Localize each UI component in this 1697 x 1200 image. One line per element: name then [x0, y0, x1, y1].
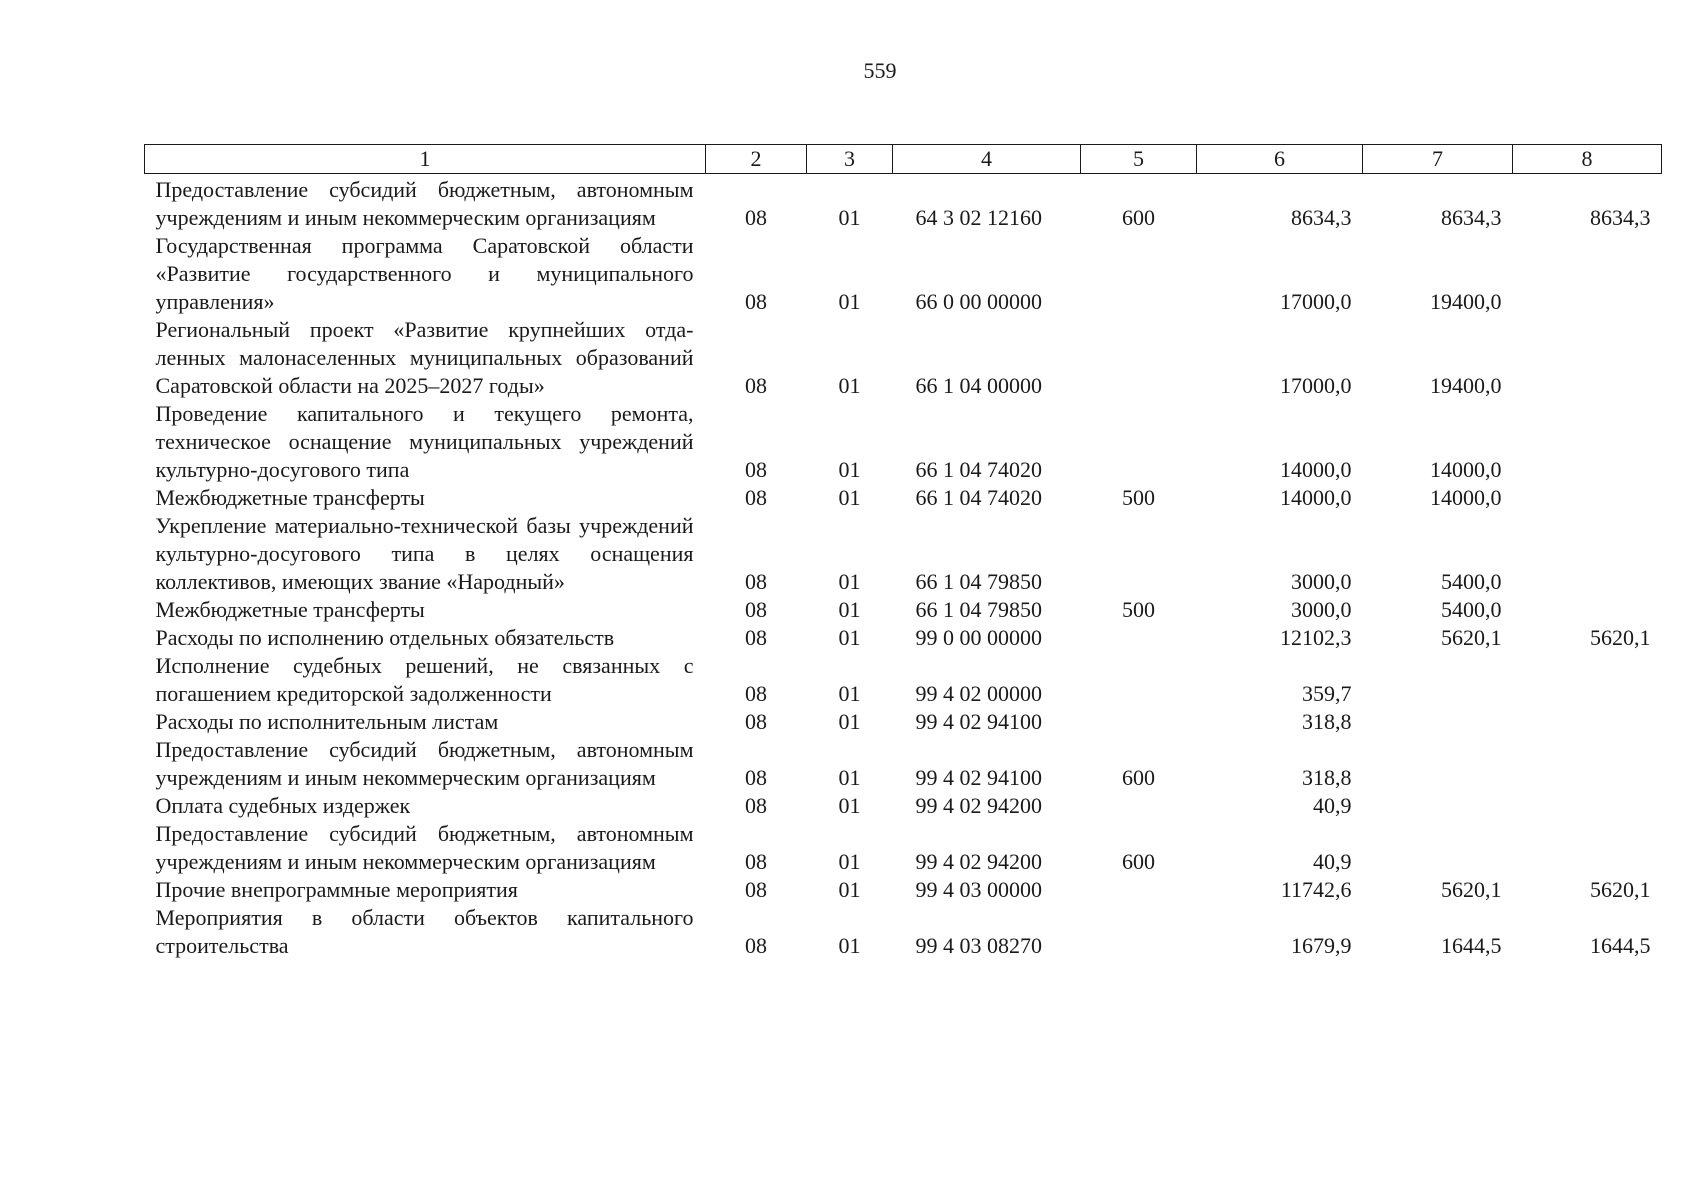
- row-value-8: [1513, 316, 1662, 400]
- header-col-5: 5: [1081, 145, 1197, 174]
- header-col-2: 2: [706, 145, 807, 174]
- row-name: Государственная программа Саратовской области «Развитие государственного и муниципального управления»: [155, 233, 694, 314]
- row-target-article: 66 1 04 74020: [915, 485, 1042, 510]
- page-number: 559: [863, 58, 897, 83]
- table-row: [145, 400, 1662, 484]
- row-target-article: 66 1 04 00000: [915, 373, 1042, 398]
- row-section: 08: [745, 205, 767, 230]
- row-subsection: 01: [838, 597, 861, 622]
- table-header: [145, 145, 1662, 174]
- row-name: Исполнение судебных решений, не связанных с погашением кредиторской задолженности: [155, 653, 694, 706]
- table-row: [145, 708, 1662, 736]
- row-value-7: [1363, 820, 1513, 876]
- row-expense-type: [1081, 624, 1197, 652]
- row-expense-type: [1081, 512, 1197, 596]
- row-target-article: 64 3 02 12160: [915, 205, 1042, 230]
- row-value-6: 3000,0: [1291, 569, 1352, 594]
- row-subsection: 01: [838, 373, 861, 398]
- row-value-8: [1513, 652, 1662, 708]
- row-name: Региональный проект «Развитие крупнейших отдаленных малонаселенных муниципальных образований Саратовской области на 2025–2027 годы»: [155, 317, 694, 398]
- row-value-7: 5400,0: [1441, 569, 1502, 594]
- table-row: [145, 792, 1662, 820]
- row-value-8: 5620,1: [1590, 625, 1651, 650]
- row-section: 08: [745, 457, 767, 482]
- row-section: 08: [745, 681, 767, 706]
- row-subsection: 01: [838, 289, 861, 314]
- budget-table: [144, 144, 1662, 960]
- row-expense-type: 500: [1122, 597, 1155, 622]
- row-value-6: 318,8: [1302, 709, 1352, 734]
- row-value-6: 14000,0: [1280, 457, 1352, 482]
- row-expense-type: [1081, 232, 1197, 316]
- row-target-article: 99 4 02 94100: [915, 765, 1042, 790]
- table-row: [145, 904, 1662, 960]
- row-value-8: [1513, 820, 1662, 876]
- table-row: [145, 624, 1662, 652]
- row-value-8: 5620,1: [1590, 877, 1651, 902]
- row-value-6: 40,9: [1313, 793, 1352, 818]
- row-value-6: 359,7: [1302, 681, 1352, 706]
- row-section: 08: [745, 849, 767, 874]
- table-body: [145, 174, 1662, 961]
- row-subsection: 01: [838, 569, 861, 594]
- row-subsection: 01: [838, 793, 861, 818]
- row-section: 08: [745, 793, 767, 818]
- row-value-7: 19400,0: [1430, 289, 1502, 314]
- row-value-8: [1513, 736, 1662, 792]
- row-value-6: 318,8: [1302, 765, 1352, 790]
- row-section: 08: [745, 765, 767, 790]
- row-target-article: 66 0 00 00000: [915, 289, 1042, 314]
- row-value-6: 17000,0: [1280, 373, 1352, 398]
- row-value-6: 8634,3: [1291, 205, 1352, 230]
- row-section: 08: [745, 625, 767, 650]
- row-subsection: 01: [838, 205, 861, 230]
- row-value-8: [1513, 484, 1662, 512]
- row-section: 08: [745, 877, 767, 902]
- row-target-article: 66 1 04 74020: [915, 457, 1042, 482]
- row-value-7: 5400,0: [1441, 597, 1502, 622]
- row-expense-type: 600: [1122, 205, 1155, 230]
- row-expense-type: [1081, 316, 1197, 400]
- row-name: Межбюджетные трансферты: [155, 485, 425, 510]
- header-row: [145, 145, 1662, 174]
- row-value-7: [1363, 736, 1513, 792]
- row-subsection: 01: [838, 877, 861, 902]
- row-value-7: [1363, 792, 1513, 820]
- row-value-8: [1513, 596, 1662, 624]
- row-value-6: 12102,3: [1280, 625, 1352, 650]
- table-row: [145, 652, 1662, 708]
- row-section: 08: [745, 569, 767, 594]
- table-row: [145, 876, 1662, 904]
- row-value-7: [1363, 652, 1513, 708]
- row-expense-type: [1081, 652, 1197, 708]
- row-value-8: 8634,3: [1590, 205, 1651, 230]
- row-value-7: 19400,0: [1430, 373, 1502, 398]
- row-expense-type: [1081, 400, 1197, 484]
- row-value-8: [1513, 792, 1662, 820]
- row-target-article: 99 4 02 94200: [915, 793, 1042, 818]
- row-subsection: 01: [838, 933, 861, 958]
- row-name: Оплата судебных издержек: [155, 793, 411, 818]
- row-name: Мероприятия в области объектов капитального строительства: [155, 905, 694, 958]
- table-row: [145, 596, 1662, 624]
- row-value-6: 1679,9: [1291, 933, 1352, 958]
- row-section: 08: [745, 597, 767, 622]
- row-target-article: 66 1 04 79850: [915, 597, 1042, 622]
- header-col-6: 6: [1197, 145, 1363, 174]
- row-value-6: 11742,6: [1280, 877, 1352, 902]
- row-value-7: 14000,0: [1430, 485, 1502, 510]
- row-name: Межбюджетные трансферты: [155, 597, 425, 622]
- row-value-8: [1513, 400, 1662, 484]
- row-subsection: 01: [838, 849, 861, 874]
- table-row: [145, 820, 1662, 876]
- row-name: Укрепление материально-технической базы учреждений культурно-досугового типа в целях оснащения коллективов, имеющих звание «Народный»: [155, 513, 694, 594]
- table-row: [145, 232, 1662, 316]
- row-expense-type: [1081, 708, 1197, 736]
- row-expense-type: [1081, 904, 1197, 960]
- row-value-7: 14000,0: [1430, 457, 1502, 482]
- table-row: [145, 512, 1662, 596]
- table-row: [145, 484, 1662, 512]
- row-name: Предоставление субсидий бюджетным, автономным учреждениям и иным некоммерческим организациям: [155, 737, 694, 790]
- row-value-7: 5620,1: [1441, 625, 1502, 650]
- header-col-3: 3: [807, 145, 893, 174]
- table-row: [145, 736, 1662, 792]
- header-col-7: 7: [1363, 145, 1513, 174]
- row-value-7: 1644,5: [1441, 933, 1502, 958]
- row-target-article: 99 4 02 00000: [915, 681, 1042, 706]
- row-name: Расходы по исполнению отдельных обязательств: [155, 625, 615, 650]
- row-value-8: [1513, 512, 1662, 596]
- row-target-article: 99 0 00 00000: [915, 625, 1042, 650]
- row-target-article: 99 4 02 94100: [915, 709, 1042, 734]
- row-section: 08: [745, 373, 767, 398]
- row-section: 08: [745, 485, 767, 510]
- row-value-8: 1644,5: [1590, 933, 1651, 958]
- row-subsection: 01: [838, 485, 861, 510]
- header-col-8: 8: [1513, 145, 1662, 174]
- row-expense-type: [1081, 792, 1197, 820]
- row-target-article: 99 4 03 08270: [915, 933, 1042, 958]
- row-subsection: 01: [838, 625, 861, 650]
- row-name: Расходы по исполнительным листам: [155, 709, 499, 734]
- row-subsection: 01: [838, 709, 861, 734]
- row-value-6: 17000,0: [1280, 289, 1352, 314]
- row-expense-type: 600: [1122, 849, 1155, 874]
- row-value-6: 40,9: [1313, 849, 1352, 874]
- row-value-8: [1513, 232, 1662, 316]
- row-expense-type: [1081, 876, 1197, 904]
- row-value-6: 14000,0: [1280, 485, 1352, 510]
- row-target-article: 99 4 03 00000: [915, 877, 1042, 902]
- row-name: Прочие внепрограммные мероприятия: [155, 877, 518, 902]
- row-section: 08: [745, 933, 767, 958]
- row-expense-type: 600: [1122, 765, 1155, 790]
- row-subsection: 01: [838, 681, 861, 706]
- row-name: Предоставление субсидий бюджетным, автономным учреждениям и иным некоммерческим организациям: [155, 821, 694, 874]
- row-value-7: [1363, 708, 1513, 736]
- row-name: Предоставление субсидий бюджетным, автономным учреждениям и иным некоммерческим организациям: [155, 177, 694, 230]
- table-row: [145, 174, 1662, 233]
- row-value-7: 8634,3: [1441, 205, 1502, 230]
- header-col-1: 1: [145, 145, 706, 174]
- row-section: 08: [745, 709, 767, 734]
- row-target-article: 99 4 02 94200: [915, 849, 1042, 874]
- row-value-7: 5620,1: [1441, 877, 1502, 902]
- row-subsection: 01: [838, 765, 861, 790]
- row-value-8: [1513, 708, 1662, 736]
- row-name: Проведение капитального и текущего ремонта, техническое оснащение муниципальных учреждений культурно-досугового типа: [155, 401, 694, 482]
- row-section: 08: [745, 289, 767, 314]
- row-target-article: 66 1 04 79850: [915, 569, 1042, 594]
- row-subsection: 01: [838, 457, 861, 482]
- row-value-6: 3000,0: [1291, 597, 1352, 622]
- header-col-4: 4: [893, 145, 1081, 174]
- row-expense-type: 500: [1122, 485, 1155, 510]
- table-row: [145, 316, 1662, 400]
